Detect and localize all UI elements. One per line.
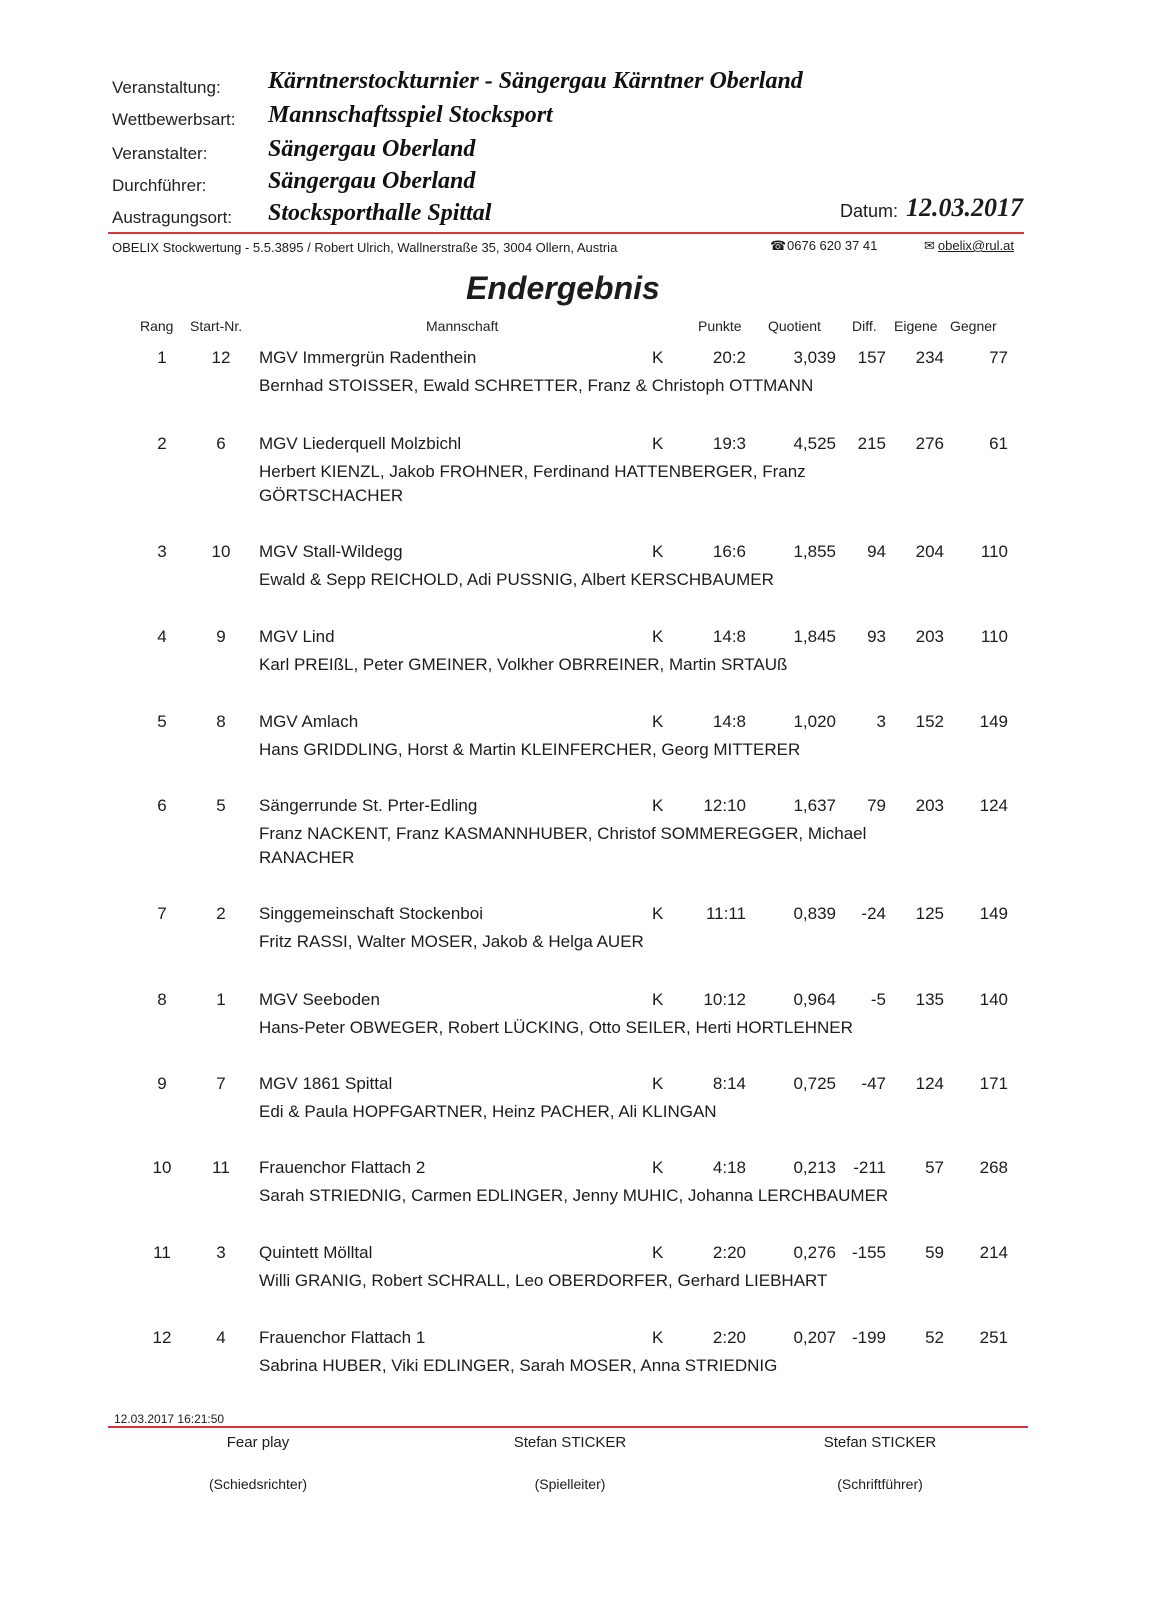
footer-divider — [108, 1426, 1028, 1428]
team-players: Franz NACKENT, Franz KASMANNHUBER, Christof SOMMEREGGER, Michael RANACHER — [259, 824, 867, 867]
rank: 10 — [152, 1158, 172, 1177]
start-number: 11 — [212, 1158, 230, 1177]
rank: 1 — [157, 348, 167, 367]
phone-icon: ☎ — [770, 238, 787, 253]
k-flag: K — [652, 434, 664, 453]
start-number: 10 — [211, 542, 231, 561]
col-header-start: Start-Nr. — [190, 318, 243, 334]
k-flag: K — [652, 627, 664, 646]
own-score: 203 — [915, 796, 944, 815]
opponent-score: 268 — [979, 1158, 1008, 1177]
points: 11:11 — [705, 904, 746, 923]
own-score: 276 — [915, 434, 944, 453]
rank: 11 — [153, 1243, 171, 1262]
team-name: MGV Stall-Wildegg — [259, 542, 403, 561]
start-number: 7 — [216, 1074, 226, 1093]
k-flag: K — [652, 1158, 664, 1177]
start-number: 1 — [216, 990, 226, 1009]
team-players: Sabrina HUBER, Viki EDLINGER, Sarah MOSER, Anna STRIEDNIG — [259, 1356, 778, 1375]
difference: 94 — [867, 542, 886, 561]
rank: 2 — [157, 434, 167, 453]
opponent-score: 61 — [989, 434, 1008, 453]
email-link[interactable] — [924, 238, 1014, 254]
quotient: 1,020 — [793, 712, 836, 731]
opponent-score: 149 — [979, 712, 1008, 731]
envelope-icon: ✉ — [924, 238, 935, 253]
own-score: 234 — [915, 348, 944, 367]
team-name: MGV Immergrün Radenthein — [259, 348, 477, 367]
team-players: Fritz RASSI, Walter MOSER, Jakob & Helga AUER — [259, 932, 644, 951]
team-players: Bernhad STOISSER, Ewald SCHRETTER, Franz & Christoph OTTMANN — [259, 376, 814, 395]
difference: 79 — [867, 796, 886, 815]
opponent-score: 77 — [989, 348, 1008, 367]
points: 10:12 — [703, 990, 746, 1009]
date-label: Datum: — [840, 201, 899, 221]
col-header-diff: Diff. — [852, 318, 877, 334]
points: 4:18 — [712, 1158, 746, 1177]
quotient: 1,845 — [793, 627, 836, 646]
rank: 8 — [157, 990, 167, 1009]
rank: 5 — [157, 712, 167, 731]
start-number: 8 — [216, 712, 226, 731]
points: 16:6 — [712, 542, 746, 561]
start-number: 12 — [211, 348, 231, 367]
difference: -47 — [861, 1074, 886, 1093]
start-number: 5 — [216, 796, 226, 815]
rank: 3 — [157, 542, 167, 561]
k-flag: K — [652, 990, 664, 1009]
quotient: 0,207 — [793, 1328, 836, 1347]
team-players: Hans-Peter OBWEGER, Robert LÜCKING, Otto SEILER, Herti HORTLEHNER — [259, 1018, 853, 1037]
team-players: Hans GRIDDLING, Horst & Martin KLEINFERCHER, Georg MITTERER — [259, 740, 801, 759]
page-title: Endergebnis — [466, 270, 660, 306]
team-players: Edi & Paula HOPFGARTNER, Heinz PACHER, Ali KLINGAN — [259, 1102, 717, 1121]
field-label-veranstaltung: Veranstaltung: — [112, 78, 221, 97]
difference: 3 — [876, 712, 886, 731]
quotient: 1,637 — [793, 796, 836, 815]
start-number: 4 — [216, 1328, 226, 1347]
col-header-rang: Rang — [140, 318, 174, 334]
team-players: Ewald & Sepp REICHOLD, Adi PUSSNIG, Albert KERSCHBAUMER — [259, 570, 774, 589]
field-value-austragungsort: Stocksporthalle Spittal — [268, 200, 492, 226]
quotient: 3,039 — [793, 348, 836, 367]
own-score: 52 — [925, 1328, 944, 1347]
field-value-durchfuehrer: Sängergau Oberland — [268, 168, 476, 194]
team-name: MGV 1861 Spittal — [259, 1074, 393, 1093]
team-players: Willi GRANIG, Robert SCHRALL, Leo OBERDORFER, Gerhard LIEBHART — [259, 1271, 828, 1290]
rank: 7 — [157, 904, 167, 923]
software-line: OBELIX Stockwertung - 5.5.3895 / Robert Ulrich, Wallnerstraße 35, 3004 Ollern, Austria — [112, 240, 618, 255]
team-name: Sängerrunde St. Prter-Edling — [259, 796, 478, 815]
email-text[interactable]: obelix@rul.at — [937, 238, 1014, 253]
start-number: 9 — [216, 627, 226, 646]
game-leader-role: (Spielleiter) — [534, 1476, 606, 1492]
team-players: Karl PREIßL, Peter GMEINER, Volkher OBRREINER, Martin SRTAUß — [259, 655, 788, 674]
rank: 4 — [157, 627, 167, 646]
phone-number — [770, 238, 877, 254]
k-flag: K — [652, 1328, 664, 1347]
rank: 6 — [157, 796, 167, 815]
team-name: Frauenchor Flattach 2 — [259, 1158, 426, 1177]
field-value-veranstalter: Sängergau Oberland — [268, 136, 476, 162]
team-name: MGV Amlach — [259, 712, 359, 731]
field-label-durchfuehrer: Durchführer: — [112, 176, 207, 195]
secretary-name: Stefan STICKER — [823, 1434, 937, 1451]
difference: -211 — [853, 1158, 886, 1177]
col-header-gegner: Gegner — [950, 318, 997, 334]
field-label-veranstalter: Veranstalter: — [112, 144, 208, 163]
difference: -5 — [870, 990, 886, 1009]
opponent-score: 214 — [979, 1243, 1008, 1262]
difference: 93 — [867, 627, 886, 646]
referee-role: (Schiedsrichter) — [208, 1476, 308, 1492]
own-score: 152 — [915, 712, 944, 731]
k-flag: K — [652, 348, 664, 367]
points: 2:20 — [712, 1328, 746, 1347]
points: 20:2 — [712, 348, 746, 367]
phone-text: 0676 620 37 41 — [787, 238, 878, 253]
opponent-score: 110 — [980, 627, 1008, 646]
opponent-score: 140 — [979, 990, 1008, 1009]
col-header-quotient: Quotient — [768, 318, 821, 334]
points: 14:8 — [712, 712, 746, 731]
date-value: 12.03.2017 — [906, 193, 1023, 222]
points: 19:3 — [712, 434, 746, 453]
team-name: Quintett Mölltal — [259, 1243, 373, 1262]
field-label-wettbewerbsart: Wettbewerbsart: — [112, 110, 236, 129]
team-name: MGV Seeboden — [259, 990, 380, 1009]
quotient: 0,839 — [793, 904, 836, 923]
points: 12:10 — [703, 796, 746, 815]
print-timestamp: 12.03.2017 16:21:50 — [114, 1412, 225, 1426]
col-header-team: Mannschaft — [426, 318, 499, 334]
team-name: Frauenchor Flattach 1 — [259, 1328, 426, 1347]
k-flag: K — [652, 1243, 664, 1262]
opponent-score: 149 — [979, 904, 1008, 923]
k-flag: K — [652, 712, 664, 731]
own-score: 203 — [915, 627, 944, 646]
opponent-score: 110 — [980, 542, 1008, 561]
game-leader-name: Stefan STICKER — [513, 1434, 627, 1451]
field-value-wettbewerbsart: Mannschaftsspiel Stocksport — [268, 102, 553, 128]
col-header-punkte: Punkte — [698, 318, 742, 334]
k-flag: K — [652, 1074, 664, 1093]
team-players: Sarah STRIEDNIG, Carmen EDLINGER, Jenny MUHIC, Johanna LERCHBAUMER — [259, 1186, 889, 1205]
difference: -24 — [861, 904, 886, 923]
quotient: 0,213 — [793, 1158, 836, 1177]
field-value-veranstaltung: Kärntnerstockturnier - Sängergau Kärntner Oberland — [268, 68, 803, 94]
difference: 157 — [857, 348, 886, 367]
field-label-austragungsort: Austragungsort: — [112, 208, 233, 227]
quotient: 0,964 — [793, 990, 836, 1009]
start-number: 6 — [216, 434, 226, 453]
points: 2:20 — [712, 1243, 746, 1262]
quotient: 1,855 — [793, 542, 836, 561]
own-score: 124 — [915, 1074, 944, 1093]
own-score: 125 — [915, 904, 944, 923]
col-header-eigene: Eigene — [894, 318, 938, 334]
own-score: 57 — [925, 1158, 944, 1177]
k-flag: K — [652, 796, 664, 815]
rank: 12 — [152, 1328, 172, 1347]
opponent-score: 171 — [979, 1074, 1008, 1093]
difference: 215 — [857, 434, 886, 453]
difference: -155 — [851, 1243, 886, 1262]
team-players: Herbert KIENZL, Jakob FROHNER, Ferdinand HATTENBERGER, Franz GÖRTSCHACHER — [259, 462, 806, 505]
points: 14:8 — [712, 627, 746, 646]
team-name: Singgemeinschaft Stockenboi — [259, 904, 483, 923]
secretary-role: (Schriftführer) — [837, 1476, 923, 1492]
k-flag: K — [652, 542, 664, 561]
team-name: MGV Liederquell Molzbichl — [259, 434, 462, 453]
own-score: 59 — [925, 1243, 944, 1262]
opponent-score: 251 — [979, 1328, 1008, 1347]
points: 8:14 — [712, 1074, 746, 1093]
quotient: 4,525 — [793, 434, 836, 453]
own-score: 135 — [915, 990, 944, 1009]
k-flag: K — [652, 904, 664, 923]
start-number: 2 — [216, 904, 226, 923]
start-number: 3 — [216, 1243, 226, 1262]
own-score: 204 — [915, 542, 944, 561]
referee-name: Fear play — [226, 1434, 290, 1451]
quotient: 0,276 — [793, 1243, 836, 1262]
header-divider — [108, 232, 1024, 234]
difference: -199 — [851, 1328, 886, 1347]
team-name: MGV Lind — [259, 627, 335, 646]
quotient: 0,725 — [793, 1074, 836, 1093]
opponent-score: 124 — [979, 796, 1008, 815]
rank: 9 — [157, 1074, 167, 1093]
